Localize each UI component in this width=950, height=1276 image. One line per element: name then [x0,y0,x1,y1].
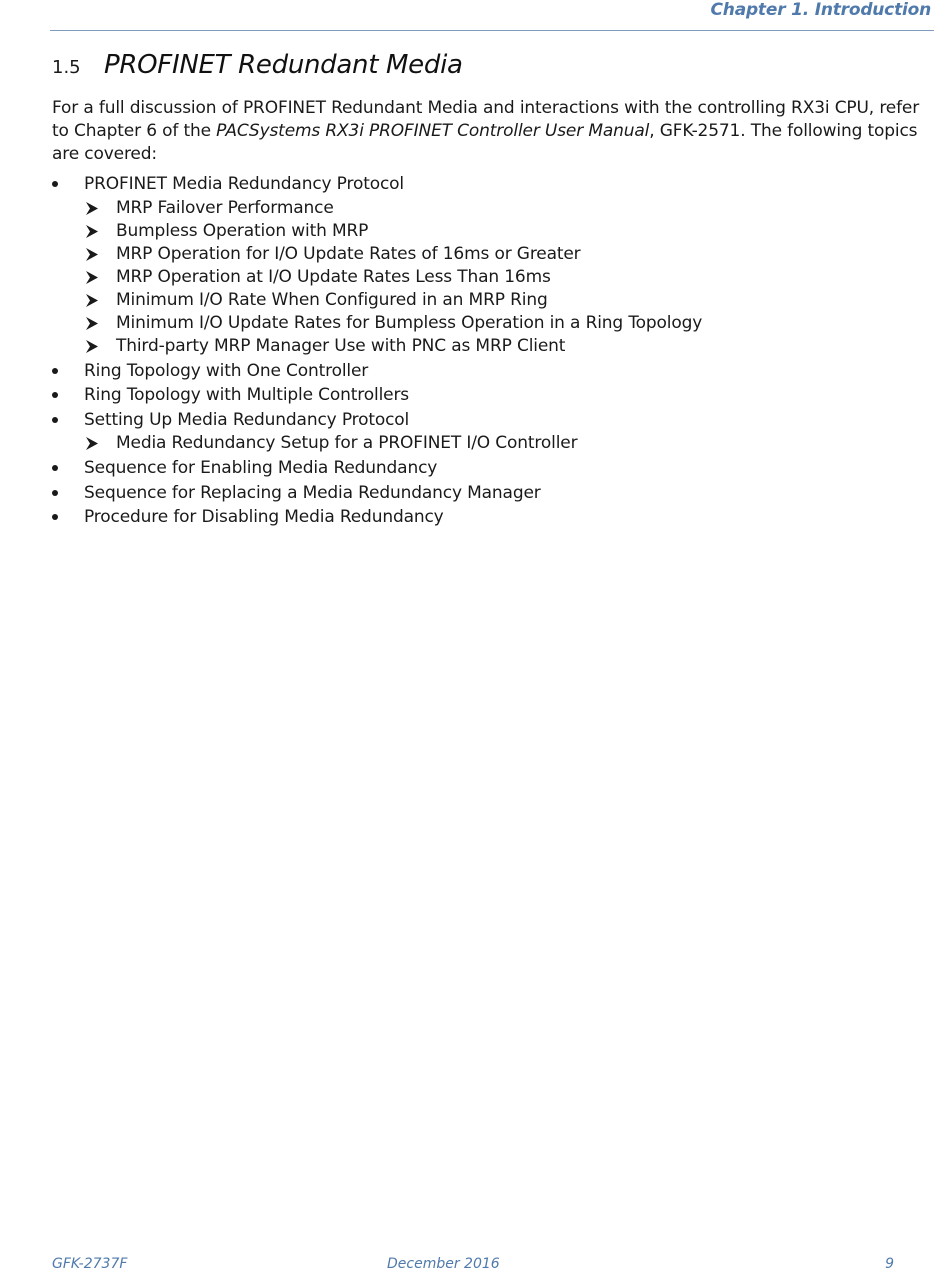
topic-item [52,383,932,408]
topic-item [52,408,932,433]
topic-label: Ring Topology with One Controller [84,360,369,381]
topic-label: Sequence for Enabling Media Redundancy [84,458,438,478]
bullet-dot-icon [52,514,58,520]
subtopic-item [52,266,932,289]
topic-label: Ring Topology with Multiple Controllers [84,385,410,405]
bullet-dot-icon [52,392,58,398]
bullet-dot-icon [52,490,58,496]
topic-label: PROFINET Media Redundancy Protocol [84,174,404,194]
topic-item [52,456,932,481]
topic-label: Setting Up Media Redundancy Protocol [84,409,410,430]
intro-text-part2: , GFK-2571. The following topics are covered: [52,121,918,164]
arrowhead-icon [85,202,99,215]
arrowhead-icon [85,437,99,450]
topic-item [52,172,932,197]
topic-list [52,172,932,530]
manual-title-reference: PACSystems RX3i PROFINET Controller User Manual [216,121,650,141]
intro-paragraph [52,97,937,166]
bullet-dot-icon [52,465,58,471]
topic-label: Procedure for Disabling Media Redundancy [84,507,444,527]
topic-item [52,505,932,530]
bullet-dot-icon [52,368,58,374]
chapter-label: Chapter 1. Introduction [710,0,931,20]
subtopic-label: MRP Failover Performance [116,197,334,218]
bullet-dot-icon [52,417,58,423]
doc-number: GFK-2737F [52,1256,128,1272]
section-title: PROFINET Redundant Media [104,50,463,80]
intro-text-part1: For a full discussion of PROFINET Redundant Media and interactions with the controlling RX3i CPU, refer to Chapter 6 of the [52,98,920,141]
page-number: 9 [885,1256,894,1272]
arrowhead-icon [85,225,99,238]
running-header [50,0,934,31]
subtopic-item [52,335,932,358]
subtopic-item [52,197,932,220]
topic-label: Sequence for Replacing a Media Redundancy Manager [84,482,541,503]
arrowhead-icon [85,248,99,261]
subtopic-label: Bumpless Operation with MRP [116,220,369,241]
section-number: 1.5 [52,57,81,78]
bullet-dot-icon [52,181,58,187]
arrowhead-icon [85,294,99,307]
topic-item [52,359,932,384]
subtopic-item [52,289,932,312]
page-footer [52,1256,894,1276]
topic-item [52,481,932,506]
arrowhead-icon [85,317,99,330]
arrowhead-icon [85,271,99,284]
subtopic-label: Media Redundancy Setup for a PROFINET I/O Controller [116,433,578,453]
subtopic-label: MRP Operation at I/O Update Rates Less Than 16ms [116,266,551,287]
subtopic-item [52,220,932,243]
subtopic-label: MRP Operation for I/O Update Rates of 16ms or Greater [116,243,581,264]
subtopic-label: Minimum I/O Rate When Configured in an MRP Ring [116,289,548,310]
subtopic-label: Third-party MRP Manager Use with PNC as MRP Client [116,335,566,356]
section-heading [52,50,463,80]
subtopic-item [52,312,932,335]
subtopic-item [52,432,932,455]
publication-date: December 2016 [387,1256,500,1272]
arrowhead-icon [85,340,99,353]
subtopic-item [52,243,932,266]
subtopic-label: Minimum I/O Update Rates for Bumpless Operation in a Ring Topology [116,312,703,333]
